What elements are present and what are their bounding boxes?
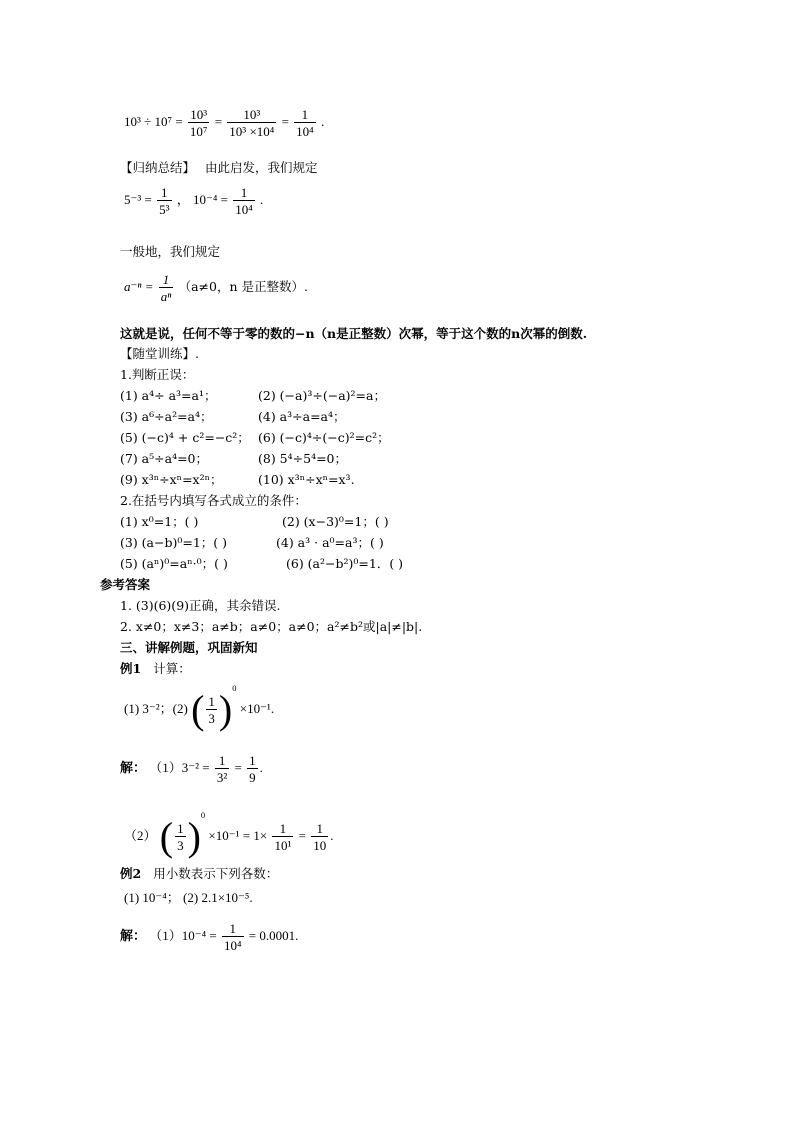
q2-row: (2) (x−3)⁰=1；( ) — [282, 514, 389, 529]
q2-row: (6) (a²−b²)⁰=1．( ) — [286, 556, 404, 571]
general-rule: a⁻ⁿ = $\frac{1}{\text{aⁿ}}$ （a≠0，n 是正整数）. — [124, 272, 308, 304]
q1-row: (3) a⁶÷a²=a⁴； — [120, 409, 213, 424]
q2-title: 2.在括号内填写各式成立的条件： — [120, 493, 307, 508]
q1-row: (2) (−a)³÷(−a)²=a； — [258, 388, 386, 403]
formula-division-powers: 10³ ÷ 10⁷ = $\frac{\text{10³}}{\text{10⁷}}$ = $\frac{\text{10³}}{\text{10³ ×10⁴}}$ = $\frac{1}{\text{10⁴}}$ . — [124, 107, 325, 139]
q1-row: (4) a³÷a=a⁴； — [258, 409, 346, 424]
q1-row: (6) (−c)⁴÷(−c)²=c²； — [258, 430, 390, 445]
fraction: $\frac{1}{10}$ — [313, 821, 327, 854]
q1-row: (10) x³ⁿ÷xⁿ=x³. — [258, 472, 355, 487]
solution-2: （2） ( $\frac{1}{3}$ )$^0$ ×10⁻¹ = 1× $\frac{1}{\text{10¹}}$ = $\frac{1}{10}$ . — [124, 810, 334, 860]
section-title: 三、讲解例题，巩固新知 — [120, 640, 258, 655]
fraction: $\frac{1}{3}$ — [177, 821, 184, 854]
q2-row: (5) (aⁿ)⁰=aⁿ·⁰；( ) — [120, 556, 228, 571]
example-1-problem: (1) 3⁻²；(2) ( $\frac{1}{3}$ )$^0$ ×10⁻¹. — [124, 683, 275, 733]
practice-title: 【随堂训练】. — [120, 346, 199, 361]
answer-line: 2. x≠0；x≠3；a≠b；a≠0；a≠0；a²≠b²或|a|≠|b|. — [120, 619, 423, 634]
definition-statement: 这就是说，任何不等于零的数的−n（n是正整数）次幂，等于这个数的n次幂的倒数. — [120, 326, 588, 341]
summary-text: 由此启发，我们规定 — [205, 160, 318, 175]
summary-tag: 【归纳总结】 — [120, 160, 196, 175]
fraction: $\frac{1}{3}$ — [208, 694, 215, 727]
q1-row: (9) x³ⁿ÷xⁿ=x²ⁿ； — [120, 472, 223, 487]
answers-title: 参考答案 — [100, 577, 151, 592]
q1-title: 1.判断正误： — [120, 367, 195, 382]
q1-row: (1) a⁴÷ a³=a¹； — [120, 388, 217, 403]
formula-lhs: 10³ ÷ 10⁷ = — [124, 113, 183, 129]
fraction: $\frac{1}{9}$ — [249, 753, 256, 785]
solution-ex2: 解： （1）10⁻⁴ = $\frac{1}{\text{10⁴}}$ = 0.0001. — [120, 921, 299, 953]
fraction: $\frac{\text{10³}}{\text{10⁷}}$ — [189, 107, 208, 139]
fraction: $\frac{1}{\text{3²}}$ — [216, 753, 228, 785]
fraction: $\frac{1}{\text{10⁴}}$ — [296, 107, 314, 139]
q1-row: (5) (−c)⁴ + c²=−c²； — [120, 430, 250, 445]
fraction: $\frac{1}{\text{5³}}$ — [159, 185, 170, 217]
solution-1: 解： （1）3⁻² = $\frac{1}{\text{3²}}$ = $\frac{1}{9}$ . — [120, 753, 263, 785]
fraction: $\frac{1}{\text{10⁴}}$ — [224, 921, 242, 953]
example-2-problem: (1) 10⁻⁴； (2) 2.1×10⁻⁵. — [124, 890, 253, 905]
rule-examples: 5⁻³ = $\frac{1}{\text{5³}}$ ， 10⁻⁴ = $\frac{1}{\text{10⁴}}$ . — [124, 185, 264, 217]
q2-row: (1) x⁰=1；( ) — [120, 514, 199, 529]
fraction: $\frac{1}{\text{10⁴}}$ — [235, 185, 253, 217]
answer-line: 1. (3)(6)(9)正确，其余错误. — [120, 598, 281, 613]
example-1: 例1 计算： — [120, 661, 191, 676]
q2-row: (4) a³ · a⁰=a³；( ) — [276, 535, 384, 550]
example-2: 例2 用小数表示下列各数： — [120, 866, 279, 881]
summary-line — [120, 162, 318, 175]
fraction: $\frac{1}{\text{aⁿ}}$ — [160, 272, 172, 304]
q2-row: (3) (a−b)⁰=1；( ) — [120, 535, 228, 550]
q1-row: (8) 5⁴÷5⁴=0； — [258, 451, 348, 466]
q1-row: (7) a⁵÷a⁴=0； — [120, 451, 209, 466]
general-intro: 一般地，我们规定 — [120, 244, 221, 259]
fraction: $\frac{\text{10³}}{\text{10³ ×10⁴}}$ — [229, 107, 275, 139]
fraction: $\frac{1}{\text{10¹}}$ — [274, 821, 292, 854]
